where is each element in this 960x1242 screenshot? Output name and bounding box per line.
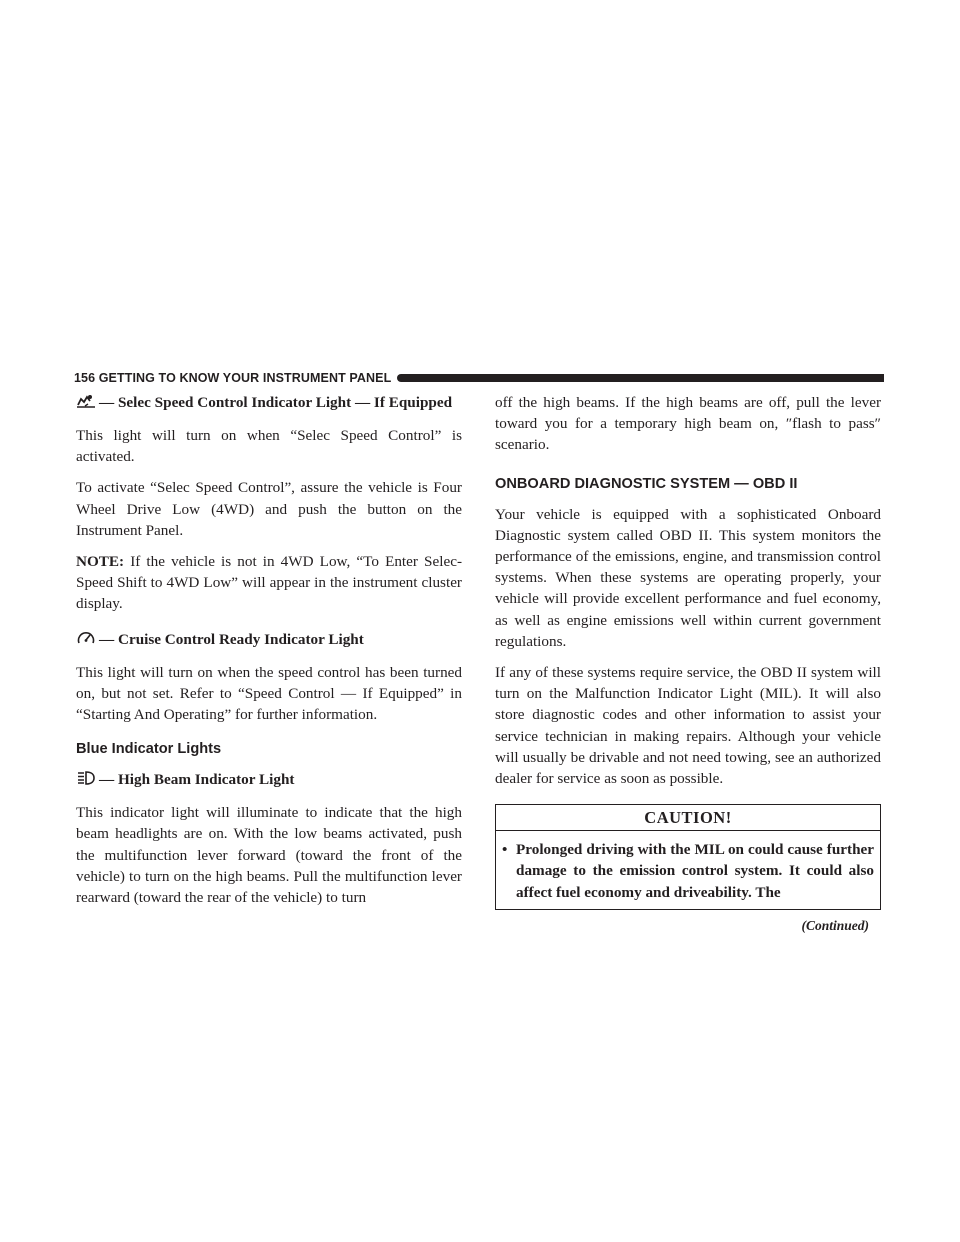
cruise-control-heading bbox=[76, 629, 462, 652]
page-header-text bbox=[74, 371, 391, 385]
continued-label: (Continued) bbox=[801, 917, 869, 933]
bullet: • bbox=[502, 841, 508, 859]
section-title: GETTING TO KNOW YOUR INSTRUMENT PANEL bbox=[98, 371, 392, 385]
left-column bbox=[76, 392, 462, 908]
caution-body bbox=[496, 831, 880, 909]
high-beam-paragraph: This indicator light will illuminate to indicate that the high beam headlights are on. With the low beams activated, push the multifunction lever forward (toward the front of the vehicle) to turn on the high beams. Pull the multifunction lever rearward (toward the rear of the vehicle) to turn bbox=[76, 804, 462, 907]
caution-title: CAUTION! bbox=[496, 805, 880, 831]
high-beam-heading bbox=[76, 769, 462, 792]
obd-paragraph-1: Your vehicle is equipped with a sophisticated Onboard Diagnostic system called OBD II. This system monitors the performance of the emissions, engine, and transmission control systems. When these systems are operating properly, your vehicle will provide excellent performance and fuel economy, as well as engine emissions well within current government regulations. bbox=[495, 505, 881, 650]
blue-indicator-heading: Blue Indicator Lights bbox=[76, 741, 222, 758]
caution-list-item bbox=[502, 839, 874, 903]
high-beam-continued-paragraph: off the high beams. If the high beams are off, pull the lever toward you for a temporary high beam on, ″flash to pass″ scenario. bbox=[495, 394, 881, 454]
page-number: 156 bbox=[74, 371, 96, 385]
page-header bbox=[74, 371, 884, 385]
selec-speed-heading-text: — Selec Speed Control Indicator Light — If Equipped bbox=[99, 394, 453, 411]
caution-item-text: Prolonged driving with the MIL on could cause further damage to the emission control system. It could also affect fuel economy and driveability. The bbox=[516, 841, 874, 901]
selec-speed-paragraph-2: To activate “Selec Speed Control”, assure the vehicle is Four Wheel Drive Low (4WD) and push the button on the Instrument Panel. bbox=[76, 479, 462, 539]
cruise-control-paragraph: This light will turn on when the speed control has been turned on, but not set. Refer to “Speed Control — If Equipped” in “Starting And Operating” for further information. bbox=[76, 663, 462, 724]
header-rule bbox=[397, 374, 884, 382]
note-text: If the vehicle is not in 4WD Low, “To Enter Selec-Speed Shift to 4WD Low” will appear in the instrument cluster display. bbox=[76, 553, 462, 613]
cruise-control-heading-text: — Cruise Control Ready Indicator Light bbox=[99, 630, 364, 648]
obd-heading: ONBOARD DIAGNOSTIC SYSTEM — OBD II bbox=[495, 475, 798, 492]
note-paragraph bbox=[76, 551, 462, 615]
caution-box bbox=[495, 804, 881, 910]
obd-paragraph-2: If any of these systems require service, the OBD II system will turn on the Malfunction Indicator Light (MIL). It will also store diagnostic codes and other information to assist your service technician in making repairs. Although your vehicle will usually be drivable and not need towing, see an authorized dealer for service as soon as possible. bbox=[495, 664, 881, 788]
selec-speed-paragraph-1: This light will turn on when “Selec Speed Control” is activated. bbox=[76, 427, 462, 466]
cruise-control-icon bbox=[76, 630, 96, 652]
right-column bbox=[495, 392, 881, 934]
high-beam-heading-text: — High Beam Indicator Light bbox=[99, 771, 295, 789]
high-beam-icon bbox=[76, 770, 96, 792]
selec-speed-heading bbox=[76, 392, 462, 415]
note-label: NOTE: bbox=[76, 553, 125, 571]
selec-speed-icon bbox=[76, 393, 96, 415]
